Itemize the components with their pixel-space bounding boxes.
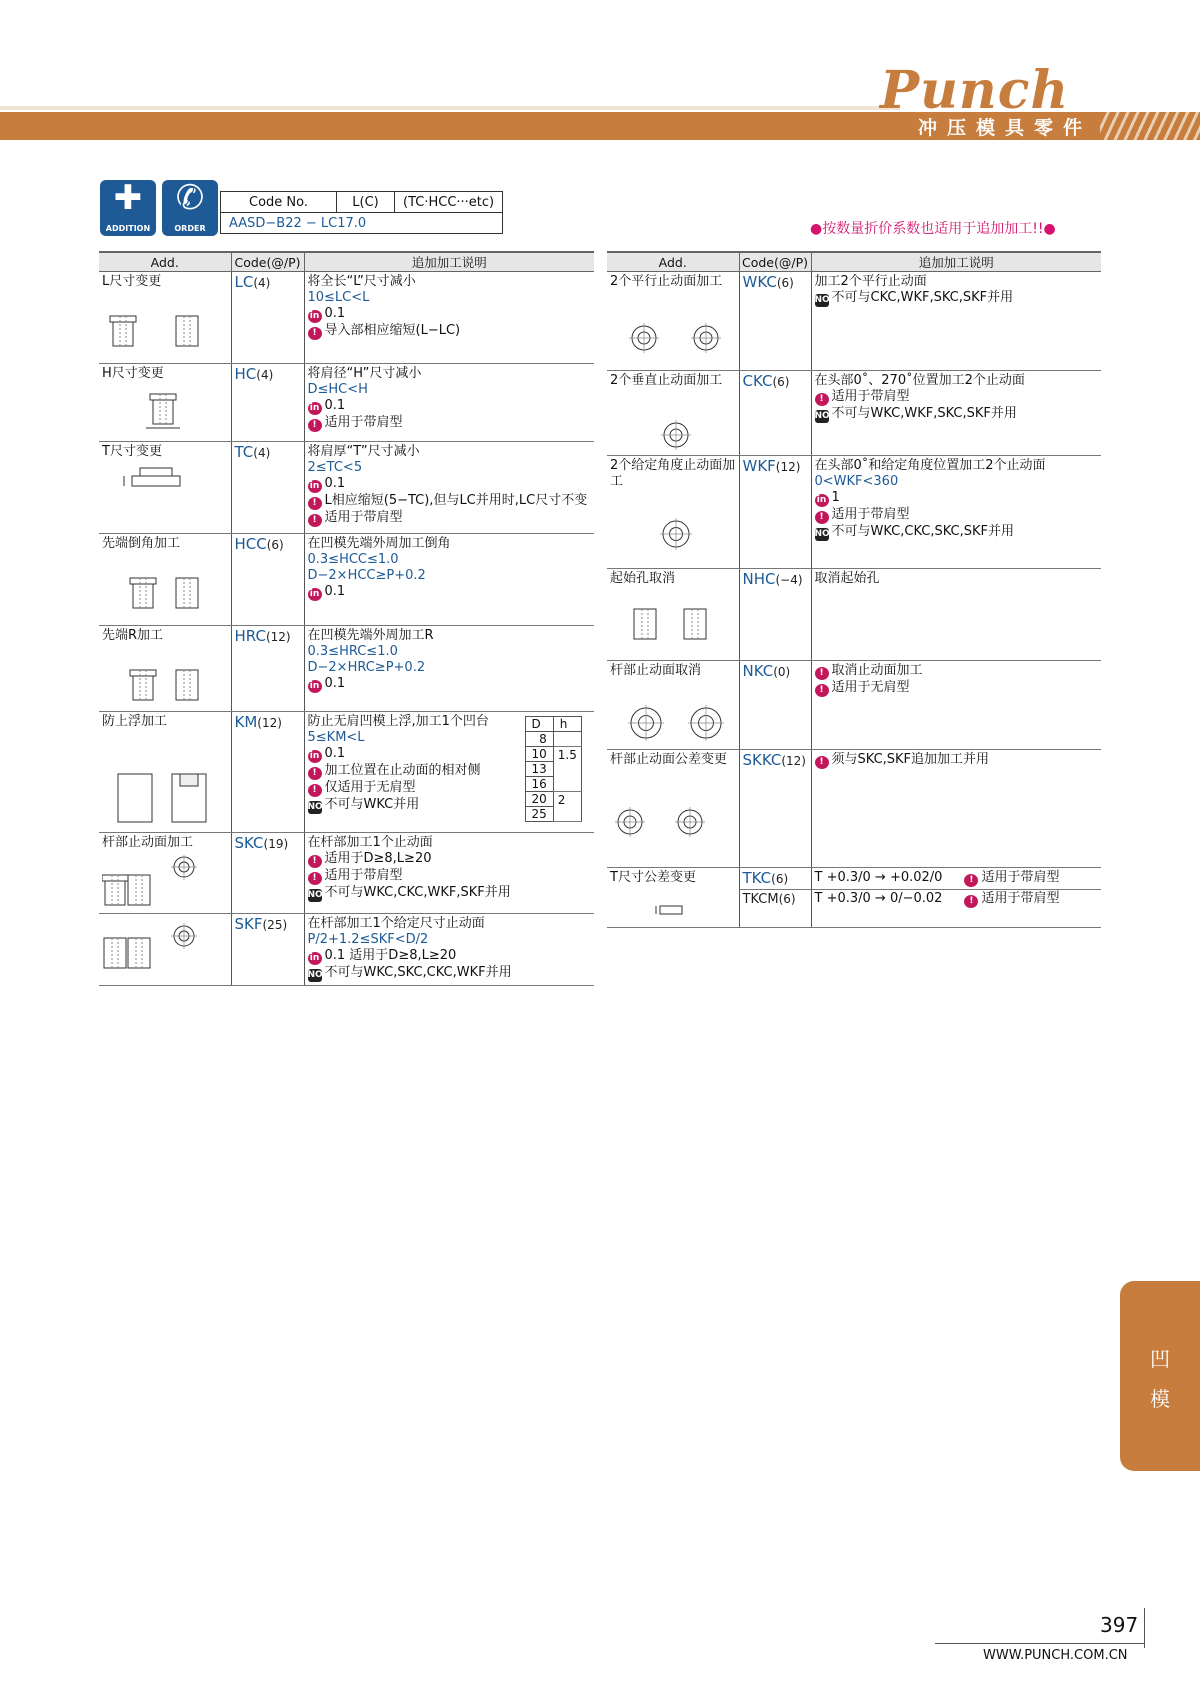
spec-line [308, 965, 592, 982]
spec-text: 不可与WKC,SKC,CKC,WKF并用 [324, 965, 512, 980]
tolerance-icon: in [308, 750, 322, 763]
spec-line [815, 680, 1099, 697]
option-code: SKKC [742, 751, 782, 769]
spec-row [607, 272, 1101, 371]
notice-icon: ! [308, 855, 322, 868]
option-code: CKC [742, 372, 773, 390]
spec-text: 适用于带肩型 [831, 389, 910, 404]
spec-text: 0.1 [324, 676, 346, 691]
spec-text: 将全长“L”尺寸减小 [307, 274, 416, 289]
option-name: 防上浮加工 [102, 714, 168, 729]
spec-text: 在杆部加工1个止动面 [307, 835, 433, 850]
option-code: KM [234, 713, 258, 731]
option-desc-cell [304, 833, 594, 914]
spec-line [308, 460, 592, 476]
spec-line [308, 290, 592, 306]
notice-icon: ! [308, 419, 322, 432]
option-code: TC [234, 443, 254, 461]
page-number: 397 [1100, 1613, 1139, 1637]
spec-line [308, 644, 592, 660]
spec-text: 在凹模先端外周加工倒角 [307, 536, 451, 551]
option-code-cell [739, 569, 811, 661]
notice-icon: ! [815, 756, 829, 769]
km-d-value: 16 [525, 777, 553, 792]
edge-diagram [102, 648, 228, 704]
option-price: (6) [776, 276, 794, 290]
spec-line [815, 373, 1099, 389]
spec-text: 将肩径“H”尺寸减小 [307, 366, 422, 381]
spec-text: L相应缩短(5−TC),但与LC并用时,LC尺寸不变 [324, 493, 588, 508]
prohibited-icon: NO [307, 970, 323, 980]
promo-notice: ●按数量折价系数也适用于追加加工!!● [810, 221, 1056, 237]
option-name-cell [99, 442, 231, 534]
spec-line [815, 663, 1099, 680]
prohibited-icon: NO [814, 529, 830, 539]
option-name-cell [99, 712, 231, 833]
tolerance-icon: in [815, 494, 829, 507]
option-code-cell [231, 534, 304, 626]
nkc-diagram [610, 683, 736, 747]
option-price: (−4) [775, 573, 803, 587]
option-code: WKF [742, 457, 776, 475]
option-desc-cell [811, 569, 1101, 661]
spec-text: 适用于带肩型 [324, 415, 403, 430]
tab-char-1: 凹 [1150, 1347, 1170, 1371]
spec-line [815, 406, 1099, 423]
spec-line [815, 389, 1099, 406]
spec-line [815, 752, 1099, 769]
page-divider [1144, 1608, 1145, 1648]
spec-text: 将肩厚“T”尺寸减小 [307, 444, 420, 459]
option-name-cell [99, 914, 231, 986]
spec-text: 适用于带肩型 [324, 510, 403, 525]
option-code: NKC [742, 662, 774, 680]
spec-text: 在杆部加工1个给定尺寸止动面 [307, 916, 485, 931]
spec-text: T +0.3/0 → +0.02/0 [814, 870, 943, 885]
option-code-cell [739, 750, 811, 868]
notice-icon: ! [308, 872, 322, 885]
spec-text: 仅适用于无肩型 [324, 780, 416, 795]
spec-text: 5≤KM<L [307, 730, 365, 745]
spec-line [308, 676, 592, 693]
option-price: (6) [772, 375, 790, 389]
spec-text: 取消起始孔 [814, 571, 880, 586]
option-code-cell [231, 914, 304, 986]
option-code: NHC [742, 570, 776, 588]
tolerance-icon: in [308, 588, 322, 601]
option-name: 杆部止动面公差变更 [610, 752, 728, 767]
spec-line [308, 660, 592, 676]
option-desc-cell [811, 456, 1101, 569]
km-h-value: 2 [553, 792, 581, 822]
lc-diagram [102, 294, 228, 352]
spec-text: 0.3≤HRC≤1.0 [307, 644, 398, 659]
notice-icon: ! [308, 784, 322, 797]
option-name-cell [607, 272, 739, 371]
option-name-cell [99, 833, 231, 914]
km-d-value: 13 [525, 762, 553, 777]
spec-text: 适用于无肩型 [831, 680, 910, 695]
tolerance-icon: in [308, 480, 322, 493]
notice-icon: ! [815, 684, 829, 697]
spec-line [815, 474, 1099, 490]
spec-line [815, 274, 1099, 290]
spec-line [308, 868, 592, 885]
spec-text: 在凹模先端外周加工R [307, 628, 434, 643]
spec-line [815, 870, 943, 887]
spec-row [607, 750, 1101, 868]
brand-logo: Punch [880, 60, 1070, 121]
wkf-diagram [610, 494, 736, 566]
spec-line [308, 323, 592, 340]
option-name: 起始孔取消 [610, 571, 676, 586]
spec-text: 0.3≤HCC≤1.0 [307, 552, 399, 567]
option-desc-cell [811, 371, 1101, 456]
option-name: 2个平行止动面加工 [610, 274, 723, 289]
option-code: SKF [234, 915, 263, 933]
prohibited-icon: NO [307, 890, 323, 900]
col-add: Add. [99, 252, 231, 272]
option-code-cell [739, 456, 811, 569]
option-name: 杆部止动面取消 [610, 663, 702, 678]
option-desc-cell [811, 272, 1101, 371]
option-code: WKC [742, 273, 777, 291]
hc-diagram [102, 386, 228, 436]
option-price: (4) [256, 368, 274, 382]
spec-row [99, 914, 594, 986]
km-head-d: D [525, 717, 553, 732]
order-icon: ✆ ORDER [162, 180, 218, 236]
option-name-cell [607, 868, 739, 928]
spec-text: 不可与WKC,CKC,WKF,SKF并用 [324, 885, 511, 900]
col-code: Code(@/P) [739, 252, 811, 272]
km-table [525, 716, 582, 822]
spec-line [308, 584, 592, 601]
option-desc-cell [304, 442, 594, 534]
spec-text: 0.1 [324, 584, 346, 599]
spec-line [308, 510, 592, 527]
spec-line [308, 835, 592, 851]
option-price: (4) [253, 276, 271, 290]
spec-line [308, 568, 592, 584]
edge-diagram [102, 556, 228, 612]
spec-row [99, 833, 594, 914]
option-name: 杆部止动面加工 [102, 835, 194, 850]
km-diagram [102, 734, 228, 830]
tolerance-icon: in [308, 310, 322, 323]
spec-line [308, 948, 592, 965]
option-price: (12) [781, 754, 806, 768]
ckc-diagram [610, 393, 736, 453]
spec-text: 加工位置在止动面的相对侧 [324, 763, 481, 778]
spec-text: 防止无肩凹模上浮,加工1个凹台 [307, 714, 489, 729]
notice-icon: ! [815, 393, 829, 406]
spec-line [308, 885, 592, 902]
spec-text: 0.1 适用于D≥8,L≥20 [324, 948, 457, 963]
option-name-cell [99, 364, 231, 442]
spec-row [99, 442, 594, 534]
skf-diagram [102, 920, 228, 974]
option-code-cell [231, 364, 304, 442]
spec-line [308, 493, 592, 510]
spec-text: 在头部0˚和给定角度位置加工2个止动面 [814, 458, 1046, 473]
tkc-diagram [610, 890, 736, 920]
option-name: 先端倒角加工 [102, 536, 181, 551]
spec-line [815, 571, 1099, 587]
option-name-cell [607, 569, 739, 661]
option-name: 先端R加工 [102, 628, 164, 643]
spec-text: 1 [831, 490, 840, 505]
option-code: TKCM [742, 892, 779, 907]
notice-icon: ! [964, 895, 978, 908]
option-name-cell [99, 272, 231, 364]
option-desc-cell [304, 712, 594, 833]
option-price: (6) [778, 892, 796, 906]
spec-text: 10≤LC<L [307, 290, 370, 305]
spec-line [308, 444, 592, 460]
option-code-cell [739, 371, 811, 456]
notice-icon: ! [308, 497, 322, 510]
col-add: Add. [607, 252, 739, 272]
spec-text: 0.1 [324, 306, 346, 321]
left-spec-table [99, 251, 594, 986]
option-desc-cell [304, 914, 594, 986]
option-price: (12) [775, 460, 801, 474]
option-name: T尺寸公差变更 [610, 870, 696, 885]
footer-line [935, 1643, 1145, 1644]
spec-line [308, 476, 592, 493]
option-code: LC [234, 273, 254, 291]
spec-text: 不可与WKC,WKF,SKC,SKF并用 [831, 406, 1017, 421]
option-code-cell [231, 626, 304, 712]
notice-icon: ! [815, 511, 829, 524]
tolerance-icon: in [308, 402, 322, 415]
spec-line [308, 536, 592, 552]
spec-text: 适用于D≥8,L≥20 [324, 851, 432, 866]
code-example: AASD−B22 − LC17.0 [221, 213, 503, 234]
option-name: H尺寸变更 [102, 366, 164, 381]
footer-url: WWW.PUNCH.COM.CN [983, 1648, 1128, 1663]
notice-icon: ! [815, 667, 829, 680]
option-name-cell [607, 456, 739, 569]
spec-line [308, 552, 592, 568]
spec-text: T +0.3/0 → 0/−0.02 [814, 891, 943, 906]
option-price: (0) [773, 665, 791, 679]
col-desc: 追加加工说明 [811, 252, 1101, 272]
spec-line [815, 290, 1099, 307]
option-name: 2个给定角度止动面加工 [610, 458, 736, 489]
prohibited-icon: NO [307, 802, 323, 812]
spec-row [99, 272, 594, 364]
spec-text: 导入部相应缩短(L−LC) [324, 323, 461, 338]
spec-line [308, 415, 592, 432]
skkc-diagram [610, 772, 736, 844]
tolerance-icon: in [308, 952, 322, 965]
option-code: HCC [234, 535, 267, 553]
spec-text: 0<WKF<360 [814, 474, 899, 489]
spec-line [308, 628, 592, 644]
option-price: (12) [265, 630, 291, 644]
spec-line [308, 916, 592, 932]
option-name: 2个垂直止动面加工 [610, 373, 723, 388]
option-price: (6) [771, 872, 789, 886]
notice-icon: ! [308, 514, 322, 527]
spec-line [815, 458, 1099, 474]
spec-text: D−2×HRC≥P+0.2 [307, 660, 426, 675]
km-d-value: 10 [525, 747, 553, 762]
spec-text: 在头部0˚、270˚位置加工2个止动面 [814, 373, 1025, 388]
spec-row [99, 712, 594, 833]
notice-icon: ! [308, 327, 322, 340]
km-d-value: 20 [525, 792, 553, 807]
notice-icon: ! [964, 874, 978, 887]
spec-line [308, 274, 592, 290]
tab-char-2: 模 [1150, 1387, 1170, 1411]
option-price: (6) [266, 538, 284, 552]
spec-line [964, 870, 1059, 887]
km-h-value: 1.5 [553, 747, 581, 792]
spec-text: 加工2个平行止动面 [814, 274, 927, 289]
addition-icon: ✚ ADDITION [100, 180, 156, 236]
spec-text: D−2×HCC≥P+0.2 [307, 568, 426, 583]
km-d-value: 8 [525, 732, 553, 747]
code-example-table [220, 191, 503, 234]
option-code-cell [231, 272, 304, 364]
spec-text: D≤HC<H [307, 382, 368, 397]
tolerance-icon: in [308, 680, 322, 693]
nhc-diagram [610, 591, 736, 647]
option-name-cell [99, 534, 231, 626]
option-desc-cell [811, 868, 1101, 928]
spec-text: 取消止动面加工 [831, 663, 923, 678]
spec-line [964, 891, 1059, 908]
spec-text: 不可与WKC并用 [324, 797, 420, 812]
option-code: SKC [234, 834, 264, 852]
prohibited-icon: NO [814, 411, 830, 421]
spec-row [607, 456, 1101, 569]
spec-text: 适用于带肩型 [981, 870, 1060, 885]
option-name-cell [607, 661, 739, 750]
code-no-label: Code No. [221, 192, 337, 213]
spec-row [99, 364, 594, 442]
brand-subtitle: 冲压模具零件 [918, 117, 1093, 139]
option-name-cell [99, 626, 231, 712]
spec-text: 0.1 [324, 476, 346, 491]
km-head-h: h [553, 717, 581, 732]
option-name-cell [607, 750, 739, 868]
spec-text: 适用于带肩型 [324, 868, 403, 883]
spec-line [308, 382, 592, 398]
spec-line [308, 398, 592, 415]
prohibited-icon: NO [814, 295, 830, 305]
option-code: HRC [234, 627, 266, 645]
spec-text: 须与SKC,SKF追加加工并用 [831, 752, 990, 767]
spec-text: 2≤TC<5 [307, 460, 363, 475]
spec-text: P/2+1.2≤SKF<D/2 [307, 932, 429, 947]
spec-row [607, 661, 1101, 750]
wkc-diagram [610, 294, 736, 368]
spec-text: 不可与WKC,CKC,SKC,SKF并用 [831, 524, 1015, 539]
col-code: Code(@/P) [231, 252, 304, 272]
spec-text: 适用于带肩型 [831, 507, 910, 522]
spec-row [607, 868, 1101, 928]
option-code: TKC [742, 869, 772, 887]
tc-diagram [102, 464, 228, 494]
spec-row [99, 534, 594, 626]
spec-line [815, 524, 1099, 541]
option-name: T尺寸变更 [102, 444, 162, 459]
etc-label: (TC·HCC···etc) [395, 192, 503, 213]
option-price: (25) [262, 918, 288, 932]
option-code-cell [231, 442, 304, 534]
option-desc-cell [304, 534, 594, 626]
option-desc-cell [811, 750, 1101, 868]
spec-line [308, 306, 592, 323]
spec-row [607, 569, 1101, 661]
option-price: (4) [253, 446, 271, 460]
option-desc-cell [304, 364, 594, 442]
option-desc-cell [304, 626, 594, 712]
option-desc-cell [304, 272, 594, 364]
spec-text: 适用于带肩型 [981, 891, 1060, 906]
spec-line [308, 366, 592, 382]
spec-line [815, 891, 943, 908]
spec-text: 不可与CKC,WKF,SKC,SKF并用 [831, 290, 1014, 305]
col-desc: 追加加工说明 [304, 252, 594, 272]
option-name-cell [607, 371, 739, 456]
option-desc-cell [811, 661, 1101, 750]
spec-line [815, 507, 1099, 524]
option-code-cell [231, 833, 304, 914]
option-price: (19) [263, 837, 289, 851]
km-d-value: 25 [525, 807, 553, 822]
option-code-cell [739, 661, 811, 750]
spec-line [308, 851, 592, 868]
spec-line [308, 932, 592, 948]
spec-text: 0.1 [324, 398, 346, 413]
option-code: HC [234, 365, 257, 383]
spec-text: 0.1 [324, 746, 346, 761]
skc-diagram [102, 855, 228, 911]
option-code-cell [231, 712, 304, 833]
option-code-cell [739, 868, 811, 928]
header-line [0, 106, 900, 110]
spec-row [607, 371, 1101, 456]
spec-row [99, 626, 594, 712]
header-stripes [1100, 112, 1200, 140]
lc-label: L(C) [337, 192, 395, 213]
option-code-cell [739, 272, 811, 371]
option-price: (12) [257, 716, 282, 730]
section-tab[interactable] [1120, 1281, 1200, 1471]
right-spec-table [607, 251, 1101, 928]
spec-line [815, 490, 1099, 507]
option-name: L尺寸变更 [102, 274, 162, 289]
notice-icon: ! [308, 767, 322, 780]
